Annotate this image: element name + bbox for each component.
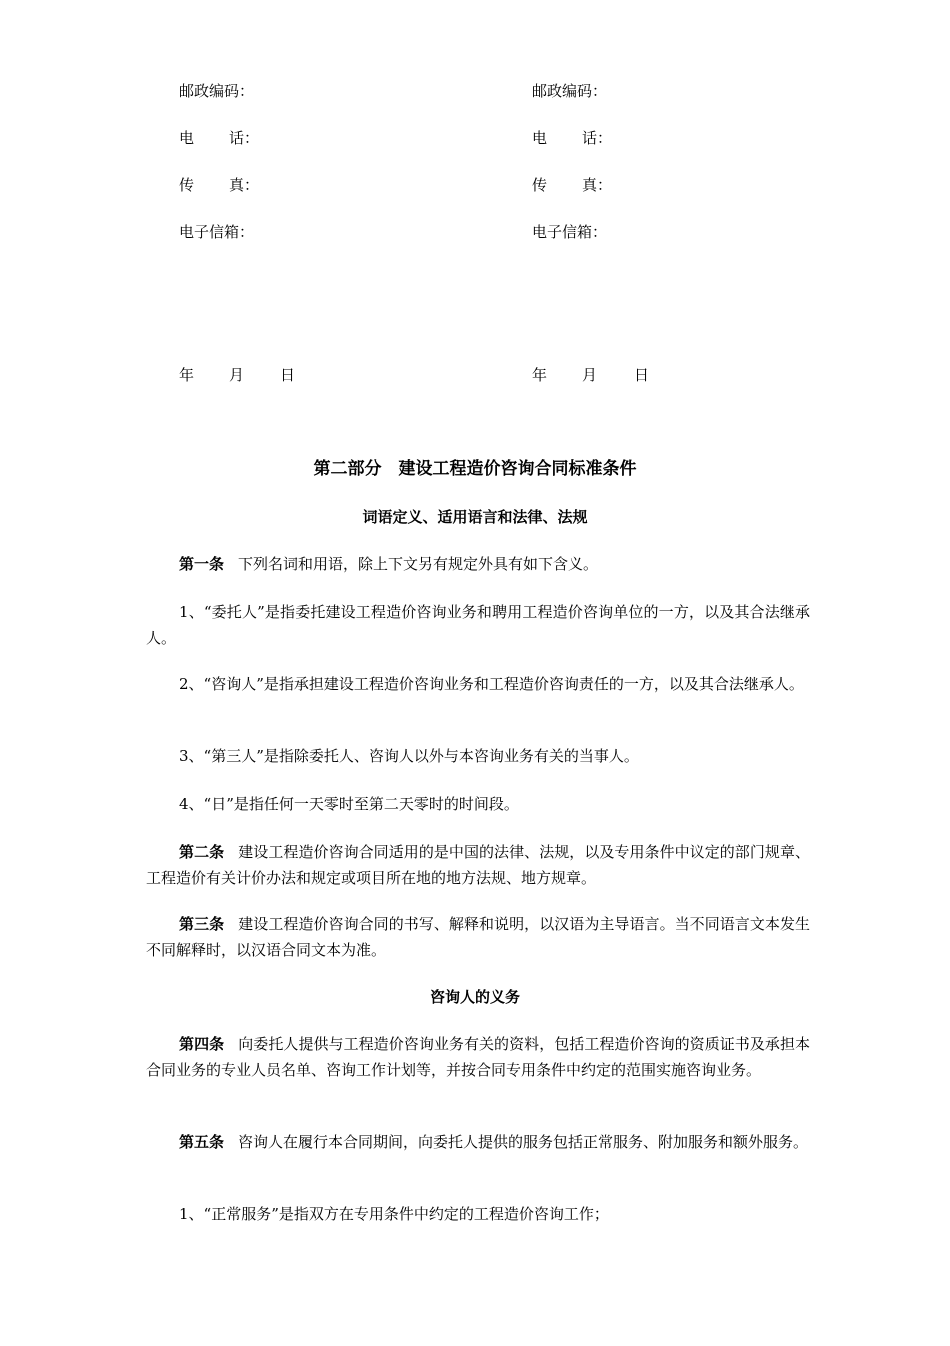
definition-4 (146, 791, 810, 817)
article-4-label: 第四条 (179, 1035, 225, 1053)
definition-2-text: 2、“咨询人”是指承担建设工程造价咨询业务和工程造价咨询责任的一方，以及其合法继承人。 (179, 675, 804, 693)
left-email-label: 电子信箱： (179, 223, 255, 241)
left-phone-label-a: 电 (179, 129, 195, 147)
article-1 (146, 551, 810, 577)
article-2 (146, 839, 810, 891)
right-phone-label-a: 电 (532, 129, 548, 147)
service-1 (146, 1201, 810, 1227)
left-date-day: 日 (280, 366, 296, 384)
article-2-label: 第二条 (179, 843, 225, 861)
article-3-label: 第三条 (179, 915, 225, 933)
article-3-text: 建设工程造价咨询合同的书写、解释和说明，以汉语为主导语言。当不同语言文本发生不同解释时，以汉语合同文本为准。 (146, 915, 810, 959)
right-email-label: 电子信箱： (532, 223, 608, 241)
article-3 (146, 911, 810, 963)
section-title-consultant-obligations: 咨询人的义务 (429, 988, 520, 1006)
article-5-text: 咨询人在履行本合同期间，向委托人提供的服务包括正常服务、附加服务和额外服务。 (238, 1133, 809, 1151)
left-fax-label-b: 真： (229, 176, 260, 194)
left-phone-label-b: 话： (229, 129, 260, 147)
right-date-year: 年 (532, 366, 548, 384)
article-4-text: 向委托人提供与工程造价咨询业务有关的资料，包括工程造价咨询的资质证书及承担本合同业务的专业人员名单、咨询工作计划等，并按合同专用条件中约定的范围实施咨询业务。 (146, 1035, 810, 1079)
definition-3-text: 3、“第三人”是指除委托人、咨询人以外与本咨询业务有关的当事人。 (179, 747, 639, 765)
definition-1-text: 1、“委托人”是指委托建设工程造价咨询业务和聘用工程造价咨询单位的一方，以及其合法继承人。 (146, 603, 810, 647)
definition-3 (146, 743, 810, 769)
article-5-label: 第五条 (179, 1133, 225, 1151)
right-date-day: 日 (634, 366, 650, 384)
left-postal-code-label: 邮政编码： (179, 82, 255, 100)
part-title: 第二部分 建设工程造价咨询合同标准条件 (313, 459, 637, 479)
left-date-month: 月 (229, 366, 245, 384)
right-fax-label-b: 真： (582, 176, 613, 194)
article-4 (146, 1031, 810, 1083)
definition-1 (146, 599, 810, 651)
definition-4-text: 4、“日”是指任何一天零时至第二天零时的时间段。 (179, 795, 519, 813)
article-2-text: 建设工程造价咨询合同适用的是中国的法律、法规，以及专用条件中议定的部门规章、工程造价有关计价办法和规定或项目所在地的地方法规、地方规章。 (146, 843, 810, 887)
section-title-definitions: 词语定义、适用语言和法律、法规 (362, 508, 588, 526)
right-fax-label-a: 传 (532, 176, 548, 194)
article-1-label: 第一条 (179, 555, 225, 573)
right-date-month: 月 (582, 366, 598, 384)
right-postal-code-label: 邮政编码： (532, 82, 608, 100)
article-1-text: 下列名词和用语，除上下文另有规定外具有如下含义。 (238, 555, 599, 573)
right-phone-label-b: 话： (582, 129, 613, 147)
article-5 (146, 1129, 810, 1155)
left-fax-label-a: 传 (179, 176, 195, 194)
service-1-text: 1、“正常服务”是指双方在专用条件中约定的工程造价咨询工作； (179, 1205, 609, 1223)
definition-2 (146, 671, 810, 697)
left-date-year: 年 (179, 366, 195, 384)
